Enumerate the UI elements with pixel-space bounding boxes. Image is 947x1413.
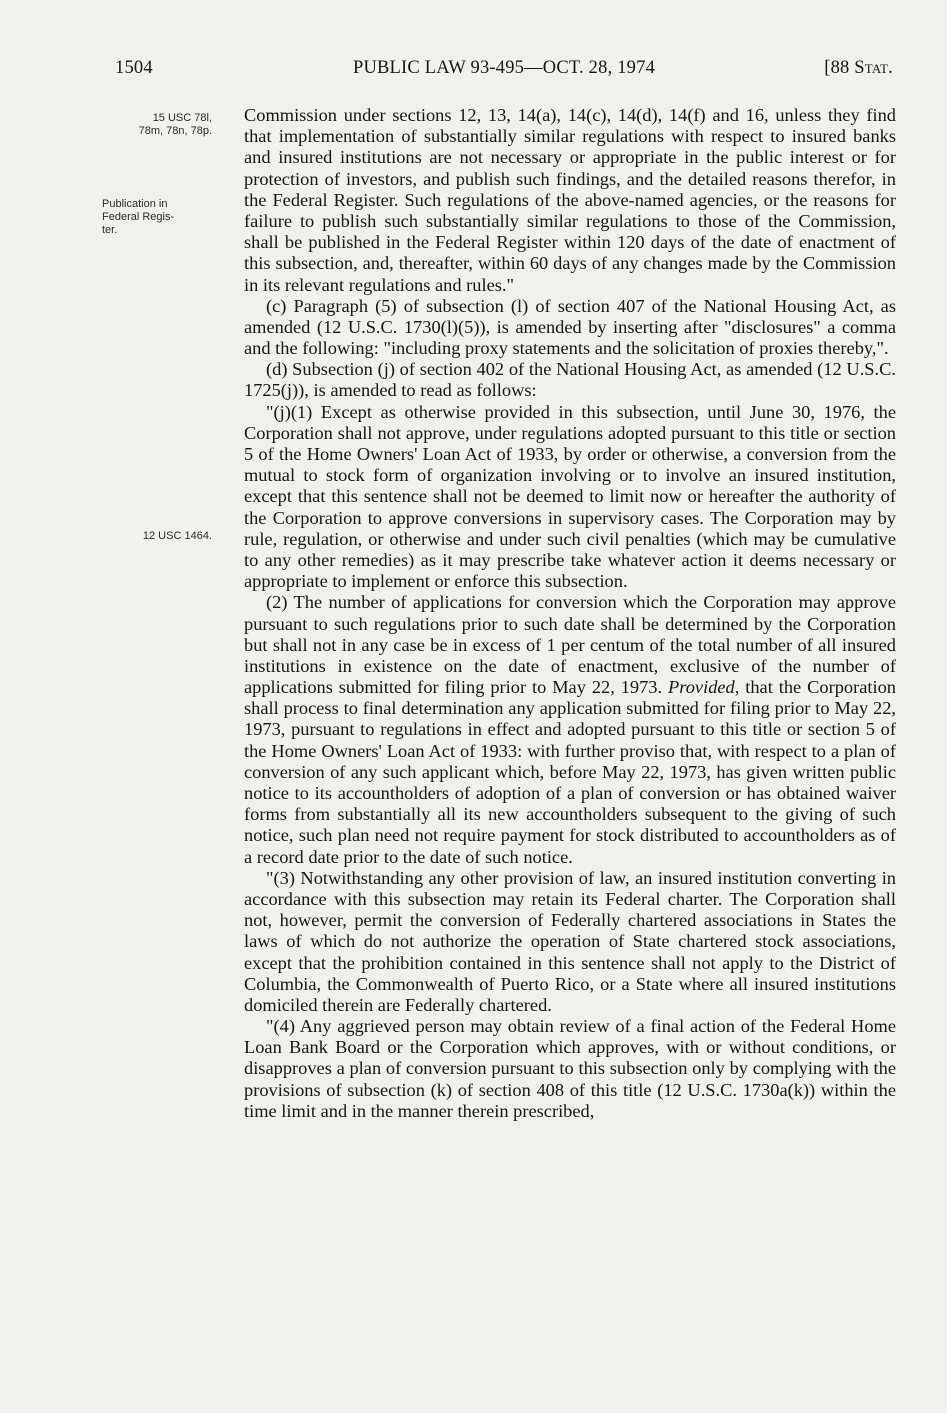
page-title: PUBLIC LAW 93-495—OCT. 28, 1974 [352, 58, 656, 78]
paragraph-2-text: (2) The number of applications for conversion which the Corporation may approve pursuant to such regulations prior to such date shall be determined by the Corporation but shall not in any case be in excess of 1 per centum of the total number of all insured institutions in existence on the date of enactment, exclusive of the number of applications submitted for filing prior to May 22, 1973. [244, 592, 896, 698]
margin-note-line: 12 USC 1464. [142, 530, 212, 542]
paragraph-3: "(3) Notwithstanding any other provision of law, an insured institution converting in accordance with this subsection may retain its Federal charter. The Corporation shall not, however, permit the conversion of Federally chartered associations in States the laws of which do not authorize the operation of State chartered stock associations, except that the prohibition contained in this sentence shall not apply to the District of Columbia, the Commonwealth of Puerto Rico, or a State where all insured institutions domiciled therein are Federally chartered. [244, 867, 896, 1015]
page-number: 1504 [115, 58, 153, 78]
margin-note-usc-1464 [100, 530, 212, 543]
paragraph-2 [244, 592, 896, 867]
paragraph-commission: Commission under sections 12, 13, 14(a), 14(c), 14(d), 14(f) and 16, unless they find that implementation of substantially similar regulations with respect to insured banks and insured institutions are not necessary or appropriate in the public interest or for protection of investors, and publish such findings, and the detailed reasons therefor, in the Federal Register. Such regulations of the above-named agencies, or the reasons for failure to publish such substantially similar regulations to those of the Commission, shall be published in the Federal Register within 120 days of the date of enactment of this subsection, and, thereafter, within 60 days of any changes made by the Commission in its relevant regulations and rules." [244, 105, 896, 295]
paragraph-j1: "(j)(1) Except as otherwise provided in this subsection, until June 30, 1976, the Corporation shall not approve, under regulations adopted pursuant to this title or section 5 of the Home Owners' Loan Act of 1933, by order or otherwise, a conversion from the mutual to stock form of organization involving or to involve an insured institution, except that this sentence shall not be deemed to limit now or hereafter the authority of the Corporation to approve conversions in supervisory cases. The Corporation may by rule, regulation, or otherwise and under such civil penalties (which may be cumulative to any other remedies) as it may prescribe take whatever action it deems necessary or appropriate to implement or enforce this subsection. [244, 401, 896, 592]
running-header [115, 58, 893, 88]
margin-note-publication [88, 198, 226, 237]
paragraph-4: "(4) Any aggrieved person may obtain review of a final action of the Federal Home Loan Bank Board or the Corporation which approves, with or without conditions, or disapproves a plan of conversion pursuant to this subsection only by complying with the provisions of subsection (k) of section 408 of this title (12 U.S.C. 1730a(k)) within the time limit and in the manner therein prescribed, [244, 1016, 896, 1121]
provided-italic: Provided, [668, 677, 740, 698]
paragraph-2-text-cont: that the Corporation shall process to final determination any application submitted for filing prior to May 22, 1973, pursuant to regulations in effect and adopted pursuant to this title or section 5 of the Home Owners' Loan Act of 1933: with further proviso that, with respect to a plan of conversion of any such applicant which, before May 22, 1973, has given written public notice to its accountholders of adoption of a plan of conversion or has obtained waiver forms from substantially all its new accountholders subsequent to the giving of such notice, such plan need not require payment for stock distributed to accountholders as of a record date prior to the date of such notice. [244, 677, 896, 867]
margin-note-line: 78m, 78n, 78p. [138, 125, 212, 137]
margin-note-line: ter. [102, 224, 118, 236]
paragraph-c: (c) Paragraph (5) of subsection (l) of section 407 of the National Housing Act, as amended (12 U.S.C. 1730(l)(5)), is amended by inserting after "disclosures" a comma and the following: "including proxy statements and the solicitation of proxies thereby,". [244, 295, 896, 359]
paragraph-d: (d) Subsection (j) of section 402 of the National Housing Act, as amended (12 U.S.C. 1725(j)), is amended to read as follows: [244, 359, 896, 401]
margin-note-line: Publication in [102, 198, 168, 210]
statute-number: [88 [824, 58, 855, 78]
margin-note-usc-78 [100, 112, 212, 138]
statute-body [244, 105, 896, 1122]
statute-reference [824, 58, 893, 79]
margin-note-line: Federal Regis- [102, 211, 175, 223]
margin-note-line: 15 USC 78l, [152, 112, 212, 124]
statute-label: Stat. [854, 58, 893, 78]
